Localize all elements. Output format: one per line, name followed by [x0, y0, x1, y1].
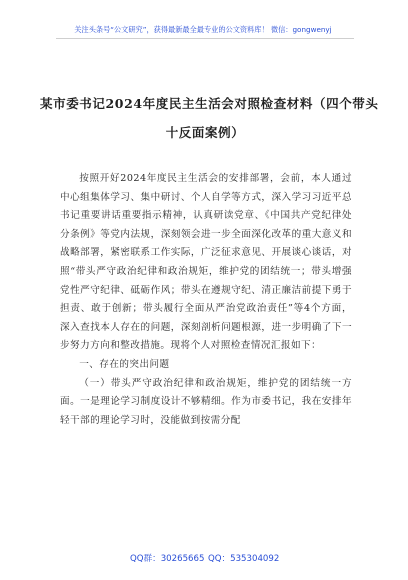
footer-qq-number: QQ：535304092: [208, 554, 280, 564]
header-banner: 关注头条号“公文研究”，获得最新最全最专业的公文资料库！ 微信：gongwenyj: [74, 25, 332, 34]
document-body: [60, 170, 352, 430]
document-title-line-1: 某市委书记2024年度民主生活会对照检查材料（四个带头: [40, 96, 379, 111]
document-title-line-2: 十反面案例）: [165, 125, 245, 140]
header-divider: [56, 38, 354, 39]
intro-paragraph: 按照开好2024年度民主生活会的安排部署，会前，本人通过中心组集体学习、集中研讨、个人自学等方式，深入学习习近平总书记重要讲话重要指示精神，认真研读党章、《中国共产党纪律处分条例》等党内法规，深刻领会进一步全面深化改革的重大意义和战略部署，紧密联系工作实际，广泛征求意见、开展谈心谈话，对照“带头严守政治纪律和政治规矩，维护党的团结统一；带头增强党性严守纪律、砥砺作风；带头在遵规守纪、清正廉洁前提下勇于担责、敢于创新；带头履行全面从严治党政治责任”等4个方面，深入查找本人存在的问题，深刻剖析问题根源，进一步明确了下一步努力方向和整改措施。现将个人对照检查情况汇报如下：: [60, 173, 352, 352]
section-heading: 一、存在的突出问题: [79, 358, 170, 370]
footer-qq-group: QQ群：30265665: [130, 554, 205, 564]
section-paragraph: （一）带头严守政治纪律和政治规矩，维护党的团结统一方面。一是理论学习制度设计不够精细。作为市委书记，我在安排年轻干部的理论学习时，没能做到按需分配: [60, 377, 352, 426]
